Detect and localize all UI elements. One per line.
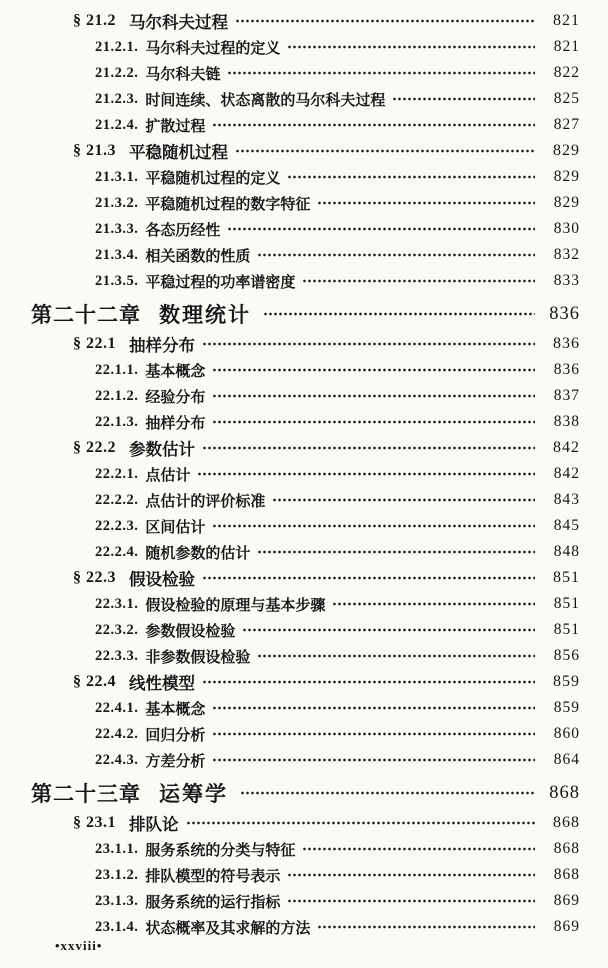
entry-number: 第二十三章 [31,783,141,806]
entry-number: 22.3.2. [95,621,139,638]
entry-number: 21.2.1. [95,38,139,55]
entry-page-number: 829 [553,194,580,211]
entry-title: 回归分析 [145,726,206,744]
page-footer-label: •xxviii• [55,938,103,953]
entry-title: 排队论 [129,816,179,834]
entry-page-number: 827 [553,116,580,133]
entry-page-number: 836 [553,361,580,378]
entry-title: 线性模型 [129,675,195,693]
dot-leader [287,862,535,888]
entry-title: 各态历经性 [145,221,221,239]
dot-leader [235,138,535,164]
entry-number: § 22.2 [73,439,116,456]
entry-page-number: 851 [553,569,580,586]
dot-leader [212,747,535,773]
entry-page-number: 821 [553,12,580,29]
toc-entry [0,86,580,112]
entry-page-number: 829 [553,142,580,159]
entry-number: § 21.2 [73,12,116,29]
entry-page-number: 832 [553,246,580,263]
toc-entry [0,190,580,216]
entry-title: 平稳随机过程的定义 [145,169,281,187]
entry-page-number: 836 [553,335,580,352]
entry-title: 随机参数的估计 [145,544,251,562]
dot-leader [197,461,535,487]
entry-title: 扩散过程 [145,117,206,135]
entry-title: 状态概率及其求解的方法 [145,919,311,937]
toc-entry [0,862,580,888]
dot-leader [202,669,535,695]
entry-title: 平稳随机过程 [129,144,228,162]
toc-entry [0,435,580,461]
entry-number: 22.4.3. [95,751,139,768]
dot-leader [202,565,535,591]
entry-title: 抽样分布 [145,414,206,432]
dot-leader [212,409,535,435]
entry-number: § 21.3 [73,142,116,159]
toc-entry [0,60,580,86]
entry-title: 点估计 [145,466,191,484]
entry-number: § 23.1 [73,814,116,831]
entry-title: 排队模型的符号表示 [145,867,281,885]
toc-list [0,8,580,940]
entry-page-number: 859 [553,699,580,716]
entry-title: 平稳过程的功率谱密度 [145,273,296,291]
dot-leader [263,299,535,329]
entry-page-number: 842 [553,439,580,456]
toc-entry [0,565,580,591]
dot-leader [317,190,535,216]
entry-page-number: 845 [553,517,580,534]
toc-entry [0,34,580,60]
dot-leader [212,357,535,383]
entry-title: 区间估计 [145,518,206,536]
entry-page-number: 822 [553,64,580,81]
entry-number: 22.3.1. [95,595,139,612]
entry-page-number: 868 [553,814,580,831]
entry-number: 23.1.4. [95,918,139,935]
entry-number: 22.2.4. [95,543,139,560]
entry-page-number: 833 [553,272,580,289]
entry-page-number: 856 [553,647,580,664]
toc-entry [0,914,580,940]
dot-leader [212,513,535,539]
toc-entry [0,357,580,383]
dot-leader [202,435,535,461]
entry-page-number: 843 [553,491,580,508]
toc-entry [0,643,580,669]
entry-number: 22.4.1. [95,699,139,716]
dot-leader [257,539,535,565]
dot-leader [235,8,535,34]
entry-title: 马尔科夫过程 [129,14,228,32]
entry-number: § 22.1 [73,335,116,352]
entry-title: 参数估计 [129,441,195,459]
entry-page-number: 842 [553,465,580,482]
entry-title: 平稳随机过程的数字特征 [145,195,311,213]
dot-leader [257,242,535,268]
entry-page-number: 869 [553,918,580,935]
toc-entry [0,164,580,190]
dot-leader [186,810,536,836]
entry-title: 相关函数的性质 [145,247,251,265]
entry-number: 22.1.3. [95,413,139,430]
dot-leader [272,487,535,513]
entry-title: 抽样分布 [129,337,195,355]
entry-page-number: 868 [549,782,580,803]
toc-entry [0,8,580,34]
toc-entry [0,216,580,242]
entry-title: 假设检验的原理与基本步骤 [145,596,326,614]
entry-page-number: 821 [553,38,580,55]
entry-title: 数理统计 [159,304,251,327]
entry-page-number: 829 [553,168,580,185]
dot-leader [287,34,535,60]
entry-number: 23.1.2. [95,866,139,883]
entry-number: 22.3.3. [95,647,139,664]
dot-leader [227,60,535,86]
entry-title: 参数假设检验 [145,622,236,640]
entry-number: 22.1.1. [95,361,139,378]
entry-page-number: 837 [553,387,580,404]
entry-title: 马尔科夫链 [145,65,221,83]
entry-number: 21.3.3. [95,220,139,237]
entry-number: § 22.4 [73,673,116,690]
entry-number: 22.1.2. [95,387,139,404]
toc-entry [0,487,580,513]
entry-number: 21.2.3. [95,90,139,107]
toc-entry [0,242,580,268]
toc-entry [0,331,580,357]
entry-page-number: 825 [553,90,580,107]
entry-page-number: 851 [553,621,580,638]
entry-page-number: 868 [553,840,580,857]
entry-page-number: 848 [553,543,580,560]
toc-entry [0,617,580,643]
entry-title: 时间连续、状态离散的马尔科夫过程 [145,91,386,109]
toc-entry [0,778,580,808]
entry-page-number: 869 [553,892,580,909]
dot-leader [302,836,535,862]
dot-leader [212,383,535,409]
entry-number: 21.2.4. [95,116,139,133]
dot-leader [392,86,535,112]
entry-number: 22.2.1. [95,465,139,482]
entry-title: 经验分布 [145,388,206,406]
dot-leader [302,268,535,294]
entry-title: 方差分析 [145,752,206,770]
toc-entry [0,409,580,435]
dot-leader [287,164,535,190]
entry-number: 21.3.5. [95,272,139,289]
entry-page-number: 859 [553,673,580,690]
toc-entry [0,513,580,539]
toc-entry [0,539,580,565]
entry-number: 21.2.2. [95,64,139,81]
entry-number: 21.3.1. [95,168,139,185]
dot-leader [317,914,535,940]
entry-number: 23.1.1. [95,840,139,857]
dot-leader [240,778,535,808]
entry-number: 22.2.3. [95,517,139,534]
entry-number: 第二十二章 [31,304,141,327]
entry-page-number: 860 [553,725,580,742]
toc-entry [0,299,580,329]
entry-title: 马尔科夫过程的定义 [145,39,281,57]
entry-title: 服务系统的分类与特征 [145,841,296,859]
entry-number: 23.1.3. [95,892,139,909]
toc-entry [0,138,580,164]
entry-title: 运筹学 [159,783,228,806]
entry-title: 点估计的评价标准 [145,492,266,510]
entry-title: 非参数假设检验 [145,648,251,666]
toc-entry [0,591,580,617]
entry-number: 21.3.2. [95,194,139,211]
entry-title: 基本概念 [145,362,206,380]
dot-leader [227,216,535,242]
entry-number: 22.4.2. [95,725,139,742]
dot-leader [212,721,535,747]
dot-leader [287,888,535,914]
entry-page-number: 851 [553,595,580,612]
dot-leader [212,695,535,721]
dot-leader [242,617,535,643]
dot-leader [212,112,535,138]
entry-title: 基本概念 [145,700,206,718]
toc-entry [0,383,580,409]
entry-page-number: 838 [553,413,580,430]
entry-page-number: 836 [549,303,580,324]
toc-entry [0,669,580,695]
entry-number: 21.3.4. [95,246,139,263]
toc-entry [0,461,580,487]
toc-entry [0,112,580,138]
entry-number: § 22.3 [73,569,116,586]
dot-leader [257,643,535,669]
dot-leader [332,591,535,617]
entry-page-number: 868 [553,866,580,883]
toc-entry [0,810,580,836]
toc-entry [0,721,580,747]
toc-entry [0,747,580,773]
entry-title: 服务系统的运行指标 [145,893,281,911]
entry-number: 22.2.2. [95,491,139,508]
toc-entry [0,268,580,294]
dot-leader [202,331,535,357]
toc-entry [0,888,580,914]
entry-page-number: 864 [553,751,580,768]
entry-page-number: 830 [553,220,580,237]
toc-entry [0,836,580,862]
entry-title: 假设检验 [129,571,195,589]
toc-entry [0,695,580,721]
